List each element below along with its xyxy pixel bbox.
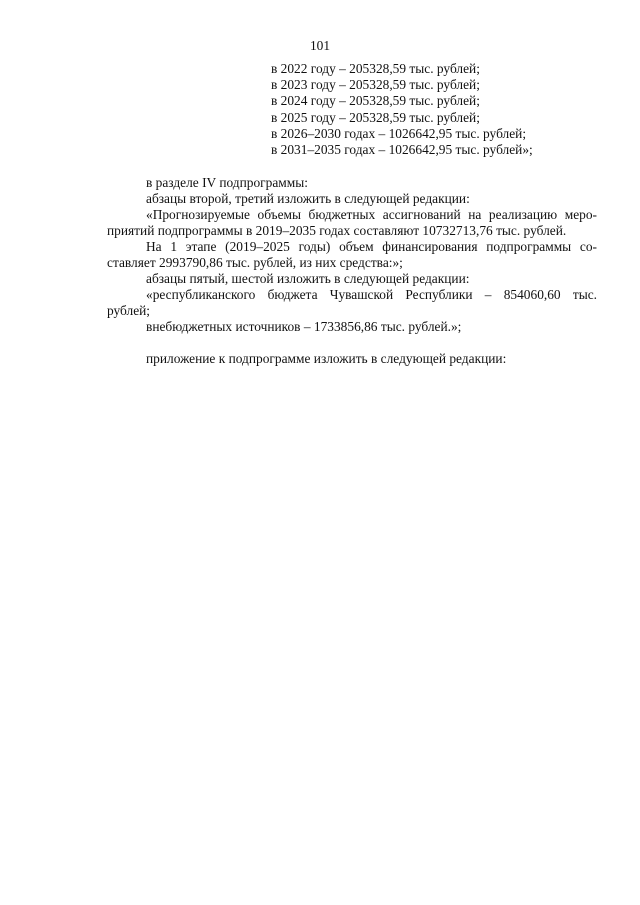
funding-by-year-list (271, 61, 601, 158)
funding-year-line: в 2026–2030 годах – 1026642,95 тыс. рублей; (271, 125, 527, 141)
stage1-text-line: На 1 этапе (2019–2025 годы) объем финансирования подпрограммы со- (146, 239, 597, 254)
funding-year-line: в 2022 году – 205328,59 тыс. рублей; (271, 61, 480, 76)
document-body (107, 175, 597, 367)
forecast-text-line: приятий подпрограммы в 2019–2035 годах составляют 10732713,76 тыс. рублей. (107, 223, 567, 238)
section-iv-heading: в разделе IV подпрограммы: (146, 175, 308, 190)
funding-year-line: в 2025 году – 205328,59 тыс. рублей; (271, 109, 480, 125)
funding-year-line: в 2031–2035 годах – 1026642,95 тыс. рублей»; (271, 141, 533, 157)
extrabudgetary-line: внебюджетных источников – 1733856,86 тыс. рублей.»; (146, 319, 462, 334)
republic-budget-line: «республиканского бюджета Чувашской Республики – 854060,60 тыс. (146, 287, 597, 302)
funding-year-line: в 2023 году – 205328,59 тыс. рублей; (271, 77, 480, 93)
blank-line (107, 335, 597, 351)
forecast-text-line: «Прогнозируемые объемы бюджетных ассигнований на реализацию меро- (146, 207, 597, 222)
funding-year-line: в 2024 году – 205328,59 тыс. рублей; (271, 93, 480, 109)
amendment-instruction: абзацы второй, третий изложить в следующей редакции: (146, 191, 470, 206)
amendment-instruction: абзацы пятый, шестой изложить в следующей редакции: (146, 271, 470, 286)
republic-budget-line: рублей; (107, 303, 151, 318)
appendix-instruction: приложение к подпрограмме изложить в следующей редакции: (146, 351, 507, 366)
stage1-text-line: ставляет 2993790,86 тыс. рублей, из них средства:»; (107, 255, 403, 270)
page-number: 101 (309, 38, 331, 53)
